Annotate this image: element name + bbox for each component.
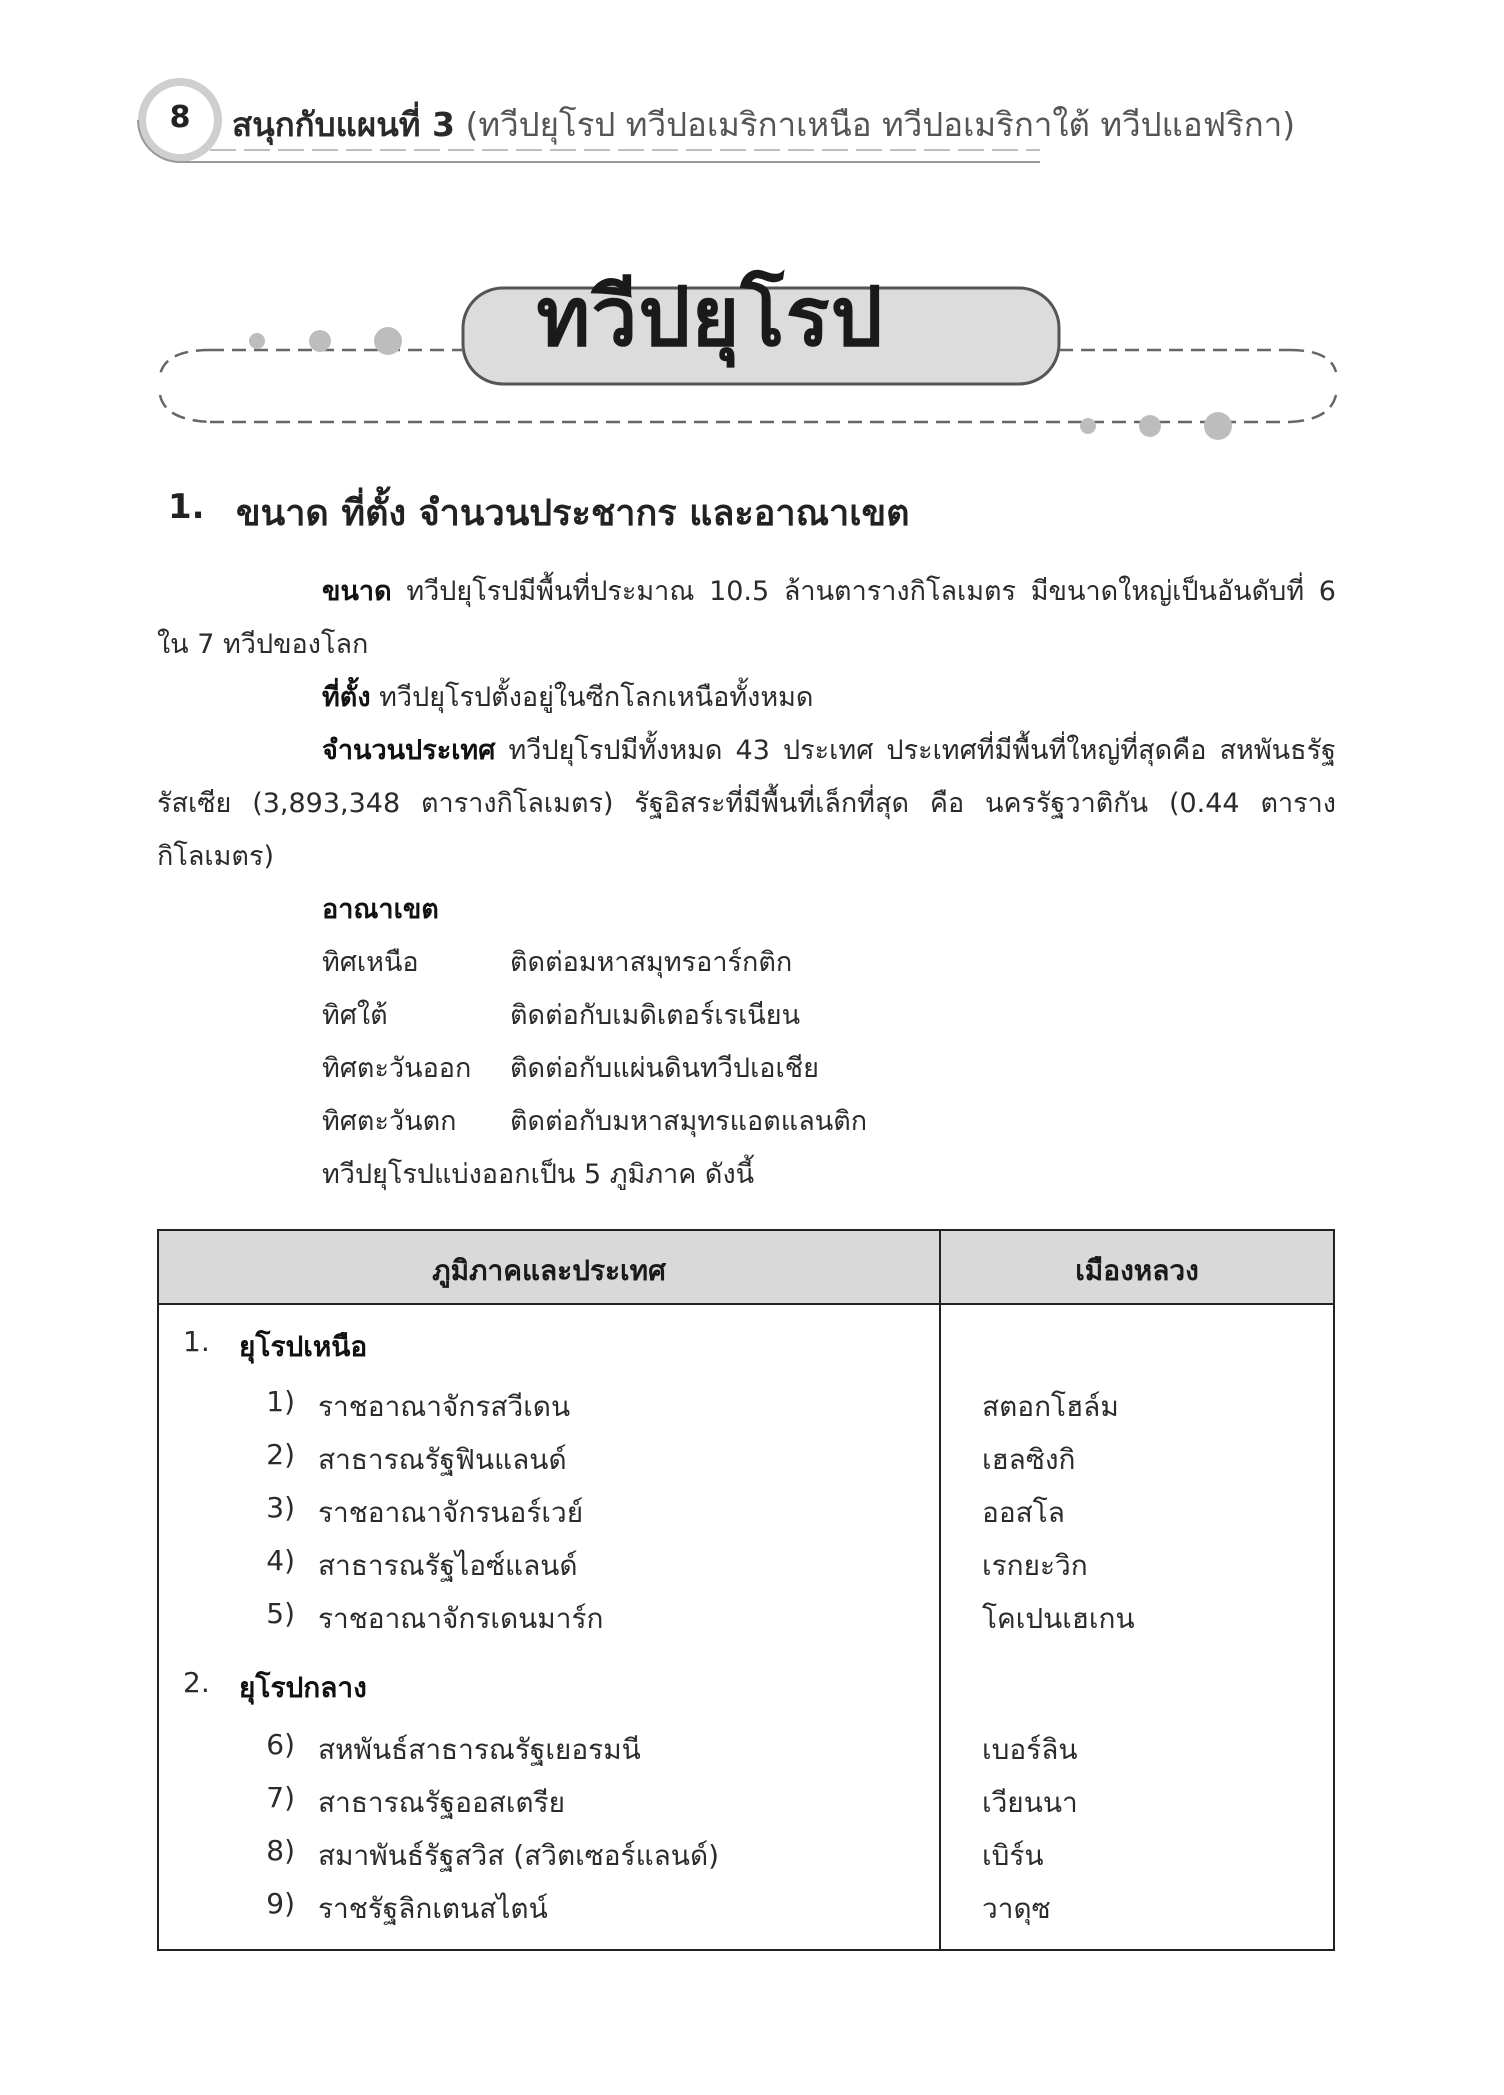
border-direction: ทิศเหนือ xyxy=(322,947,419,978)
border-direction: ทิศตะวันออก xyxy=(322,1053,472,1084)
capital-name: เวียนนา xyxy=(982,1786,1078,1819)
size-paragraph xyxy=(322,572,1336,612)
capital-name: เรกยะวิก xyxy=(982,1549,1088,1582)
row-number: 8) xyxy=(266,1834,295,1867)
border-text: ติดต่อมหาสมุทรอาร์กติก xyxy=(510,947,793,978)
capital-name: โคเปนเฮเกน xyxy=(982,1602,1135,1635)
border-direction: ทิศตะวันตก xyxy=(322,1106,457,1137)
country-name: สาธารณรัฐออสเตรีย xyxy=(318,1786,566,1819)
column-divider xyxy=(939,1231,941,1949)
country-name: ราชรัฐลิกเตนสไตน์ xyxy=(318,1892,548,1925)
countries-text-line3: กิโลเมตร) xyxy=(157,841,274,872)
country-name: สาธารณรัฐไอซ์แลนด์ xyxy=(318,1549,578,1582)
book-subtitle: (ทวีปยุโรป ทวีปอเมริกาเหนือ ทวีปอเมริกาใต้ ทวีปแอฟริกา) xyxy=(465,105,1296,144)
size-text-line1: ทวีปยุโรปมีพื้นที่ประมาณ 10.5 ล้านตารางกิโลเมตร มีขนาดใหญ่เป็นอันดับที่ 6 xyxy=(406,576,1336,607)
chapter-title: ทวีปยุโรป xyxy=(536,270,884,365)
border-text: ติดต่อกับแผ่นดินทวีปเอเชีย xyxy=(510,1053,819,1084)
row-number: 4) xyxy=(266,1544,295,1577)
regions-table xyxy=(157,1229,1335,1951)
size-label: ขนาด xyxy=(322,576,392,607)
countries-label: จำนวนประเทศ xyxy=(322,735,496,766)
capital-name: เบิร์น xyxy=(982,1839,1044,1872)
row-number: 5) xyxy=(266,1597,295,1630)
country-name: สมาพันธ์รัฐสวิส (สวิตเซอร์แลนด์) xyxy=(318,1839,720,1872)
border-direction: ทิศใต้ xyxy=(322,1000,388,1031)
country-name: สหพันธ์สาธารณรัฐเยอรมนี xyxy=(318,1733,641,1766)
capital-name: วาดุซ xyxy=(982,1892,1051,1925)
borders-heading: อาณาเขต xyxy=(322,894,439,925)
capital-name: เบอร์ลิน xyxy=(982,1733,1078,1766)
section-title: ขนาด ที่ตั้ง จำนวนประชากร และอาณาเขต xyxy=(236,493,910,534)
countries-text-line1: ทวีปยุโรปมีทั้งหมด 43 ประเทศ ประเทศที่มีพื้นที่ใหญ่ที่สุดคือ สหพันธรัฐ xyxy=(508,735,1336,766)
row-number: 6) xyxy=(266,1728,295,1761)
countries-paragraph xyxy=(322,731,1336,771)
header-capital: เมืองหลวง xyxy=(1075,1254,1199,1287)
country-name: ราชอาณาจักรนอร์เวย์ xyxy=(318,1496,584,1529)
book-title: สนุกกับแผนที่ 3 xyxy=(232,105,455,144)
size-text-line2: ใน 7 ทวีปของโลก xyxy=(157,629,369,660)
border-text: ติดต่อกับเมดิเตอร์เรเนียน xyxy=(510,1000,801,1031)
group-name: ยุโรปเหนือ xyxy=(239,1330,368,1363)
page-number: 8 xyxy=(169,100,191,135)
location-paragraph xyxy=(322,678,813,718)
regions-intro: ทวีปยุโรปแบ่งออกเป็น 5 ภูมิภาค ดังนี้ xyxy=(322,1159,755,1190)
country-name: ราชอาณาจักรสวีเดน xyxy=(318,1390,571,1423)
countries-text-line2: รัสเซีย (3,893,348 ตารางกิโลเมตร) รัฐอิสระที่มีพื้นที่เล็กที่สุด คือ นครรัฐวาติกัน (0.44 ตาราง xyxy=(157,788,1336,819)
capital-name: เฮลซิงกิ xyxy=(982,1443,1076,1476)
header-decoration xyxy=(0,0,1504,470)
country-name: ราชอาณาจักรเดนมาร์ก xyxy=(318,1602,604,1635)
row-number: 9) xyxy=(266,1887,295,1920)
row-number: 7) xyxy=(266,1781,295,1814)
running-header xyxy=(232,98,1295,151)
capital-name: สตอกโฮล์ม xyxy=(982,1390,1119,1423)
group-number: 1. xyxy=(183,1325,210,1358)
row-number: 3) xyxy=(266,1491,295,1524)
row-number: 1) xyxy=(266,1385,295,1418)
section-number: 1. xyxy=(168,487,205,527)
country-name: สาธารณรัฐฟินแลนด์ xyxy=(318,1443,567,1476)
group-number: 2. xyxy=(183,1666,210,1699)
row-number: 2) xyxy=(266,1438,295,1471)
capital-name: ออสโล xyxy=(982,1496,1065,1529)
header-region-country: ภูมิภาคและประเทศ xyxy=(432,1254,666,1287)
border-text: ติดต่อกับมหาสมุทรแอตแลนติก xyxy=(510,1106,868,1137)
group-name: ยุโรปกลาง xyxy=(239,1671,367,1704)
location-text: ทวีปยุโรปตั้งอยู่ในซีกโลกเหนือทั้งหมด xyxy=(379,682,814,713)
location-label: ที่ตั้ง xyxy=(322,682,371,713)
